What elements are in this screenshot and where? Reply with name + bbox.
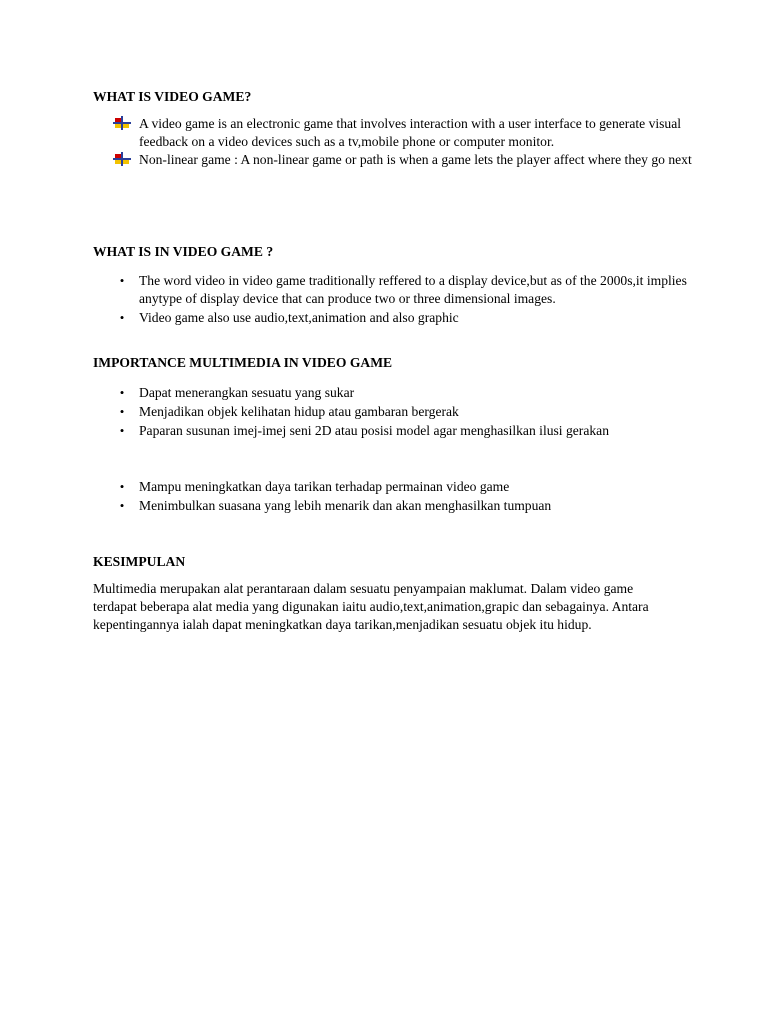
heading-kesimpulan: KESIMPULAN <box>93 554 186 569</box>
list-item <box>0 272 699 308</box>
flag-icon <box>113 116 131 130</box>
list-item <box>0 151 699 169</box>
list-item-text: A video game is an electronic game that involves interaction with a user interface to generate visual feedback on a video devices such as a tv,mobile phone or computer monitor. <box>139 116 682 149</box>
list-item <box>0 478 699 496</box>
conclusion-paragraph: Multimedia merupakan alat perantaraan dalam sesuatu penyampaian maklumat. Dalam video game terdapat beberapa alat media yang digunakan iaitu audio,text,animation,grapic dan sebagainya. Antara kepentingannya ialah dapat meningkatkan daya tarikan,menjadikan sesuatu objek itu hidup. <box>93 581 649 632</box>
list-what-is-video-game <box>0 115 768 169</box>
list-item <box>0 115 699 151</box>
list-item-text: Non-linear game : A non-linear game or path is when a game lets the player affect where they go next <box>139 152 692 167</box>
list-item-text: Menimbulkan suasana yang lebih menarik dan akan menghasilkan tumpuan <box>139 498 552 513</box>
list-what-is-in-video-game <box>0 272 768 328</box>
list-item-text: Mampu meningkatkan daya tarikan terhadap permainan video game <box>139 479 510 494</box>
list-item <box>0 422 699 440</box>
list-item <box>0 403 699 421</box>
heading-importance-multimedia: IMPORTANCE MULTIMEDIA IN VIDEO GAME <box>93 355 393 370</box>
list-item-text: Video game also use audio,text,animation and also graphic <box>139 310 459 325</box>
list-item <box>0 497 699 515</box>
bullet-dot-icon: • <box>119 310 125 325</box>
heading-what-is-video-game: WHAT IS VIDEO GAME? <box>93 89 252 104</box>
list-item-text: Dapat menerangkan sesuatu yang sukar <box>139 385 355 400</box>
list-item <box>0 384 699 402</box>
bullet-dot-icon: • <box>119 404 125 419</box>
flag-icon <box>113 152 131 166</box>
bullet-dot-icon: • <box>119 423 125 438</box>
bullet-dot-icon: • <box>119 385 125 400</box>
list-importance-a <box>0 384 768 441</box>
list-item-text: The word video in video game traditionally reffered to a display device,but as of the 2000s,it implies anytype of display device that can produce two or three dimensional images. <box>139 273 687 306</box>
bullet-dot-icon: • <box>119 498 125 513</box>
heading-what-is-in-video-game: WHAT IS IN VIDEO GAME ? <box>93 244 274 259</box>
bullet-dot-icon: • <box>119 479 125 494</box>
list-item-text: Paparan susunan imej-imej seni 2D atau posisi model agar menghasilkan ilusi gerakan <box>139 423 609 438</box>
list-item-text: Menjadikan objek kelihatan hidup atau gambaran bergerak <box>139 404 459 419</box>
list-item <box>0 309 699 327</box>
list-importance-b <box>0 478 768 516</box>
bullet-dot-icon: • <box>119 273 125 288</box>
